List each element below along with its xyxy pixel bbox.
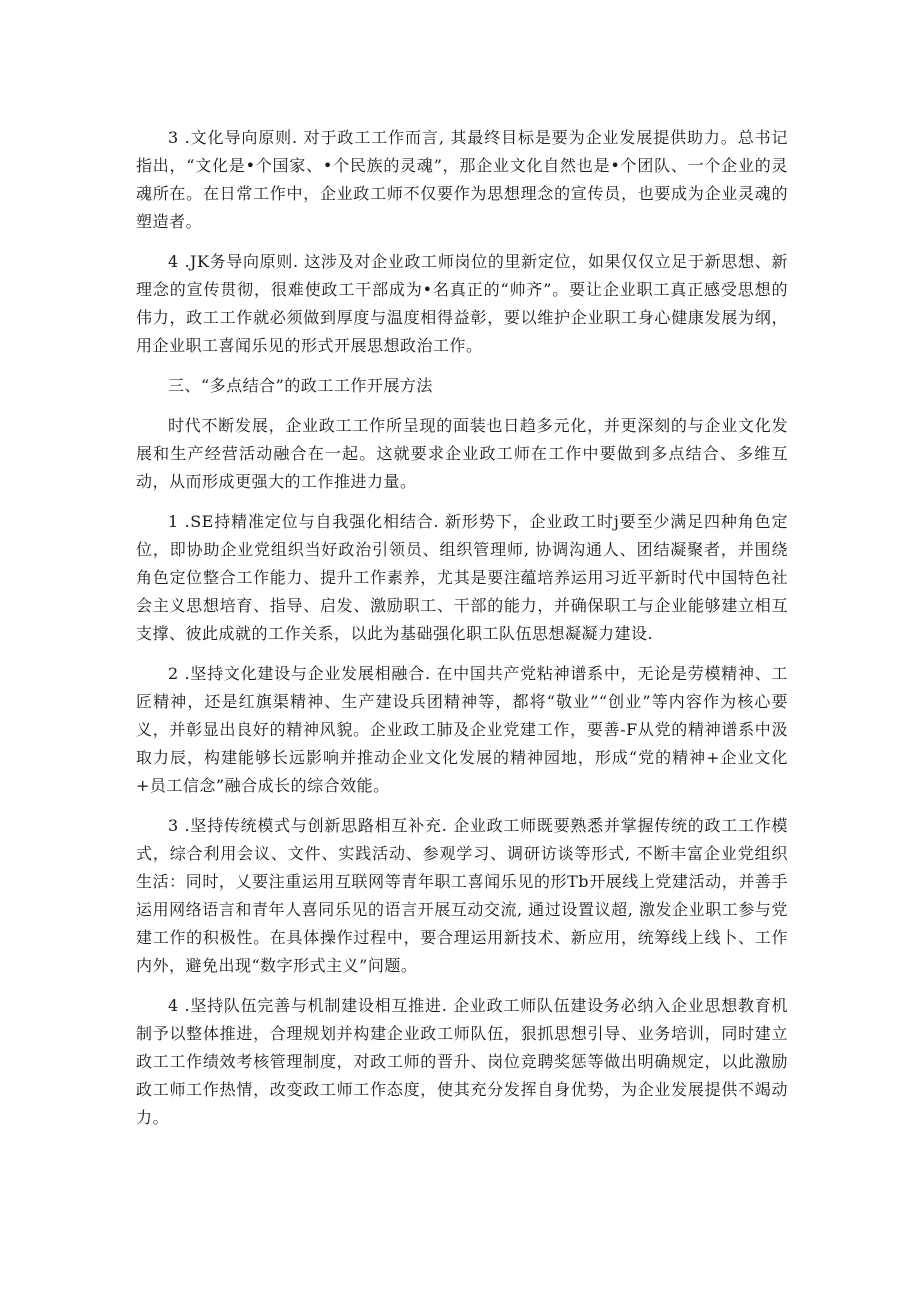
paragraph-method-3: 3 .坚持传统模式与创新思路相互补充. 企业政工师既要熟悉并掌握传统的政工工作模式，综合利用会议、文件、实践活动、参观学习、调研访谈等形式, 不断丰富企业党组织生活：同时，乂要注重运用互联网等青年职工喜闻乐见的形Tb开展线上党建活动，并善手运用网络语言和青年人喜同乐见的语言开展互动交流, 通过设置议超, 激发企业职工参与党建工作的积极性。在具体操作过程中，要合理运用新技术、新应用，统筹线上线卜、工作内外，避免出现“数字形式主义”问题。: [136, 816, 788, 975]
paragraph-method-4: 4 .坚持队伍完善与机制建设相互推进. 企业政工师队伍建设务必纳入企业思想教育机制予以整体推进，合理规划并构建企业政工师队伍，狠抓思想引导、业务培训，同时建立政工工作绩效考核管理制度，对政工师的晋升、岗位竞聘奖惩等做出明确规定，以此激励政工师工作热情，改变政工师工作态度，使其充分发挥自身优势，为企业发展提供不竭动力。: [136, 996, 788, 1127]
paragraph-intro-methods: 时代不断发展，企业政工工作所呈现的面装也日趋多元化，并更深刻的与企业文化发展和生产经营活动融合在一起。这就要求企业政工师在工作中要做到多点结合、多维互动，从而形成更强大的工作推进力量。: [136, 416, 788, 491]
paragraph-service-principle: 4 .JK务导向原则. 这涉及对企业政工师岗位的里新定位，如果仅仅立足于新思想、新理念的宣传贯彻，很难使政工干部成为•名真正的“帅齐”。要让企业职工真正感受思想的伟力，政工工作就必须做到厚度与温度相得益彰，要以维护企业职工身心健康发展为纲，用企业职工喜闻乐见的形式开展思想政治工作。: [136, 252, 788, 355]
paragraph-method-2: 2 .坚持文化建设与企业发展相融合. 在中国共产党粘神谱系中，无论是劳模精神、工匠精神，还是红旗渠精神、生产建设兵团精神等，都将“敬业”“创业”等内容作为核心要义，并彰显出良好的精神风貌。企业政工肺及企业党建工作，要善-F从党的精神谱系中汲取力辰，构建能够长远影响并推动企业文化发展的精神园地，形成“党的精神+企业文化+员工信念”融合成长的综合效能。: [136, 664, 788, 795]
paragraph-method-1: 1 .SE持精准定位与自我强化相结合. 新形势下，企业政工时j要至少满足四种角色定位，即协助企业党组织当好政治引领员、组织管理师, 协调沟通人、团结凝聚者，并围绕角色定位整合工作能力、提升工作素养，尤其是要注蕴培养运用习近平新时代中国特色社会主义思想培育、指导、启发、激励职工、干部的能力，并确保职工与企业能够建立相互支撑、彼此成就的工作关系，以此为基础强化职工队伍思想凝凝力建设.: [136, 512, 788, 643]
paragraph-culture-principle: 3 .文化导向原则. 对于政工工作而言, 其最终目标是要为企业发展提供助力。总书记指出，“文化是•个国家、•个民族的灵魂”，那企业文化自然也是•个团队、一个企业的灵魂所在。在日常工作中，企业政工师不仅要作为思想理念的宣传员，也要成为企业灵魂的塑造者。: [136, 128, 788, 231]
section-heading-methods: 三、“多点结合”的政工工作开展方法: [168, 376, 433, 395]
document-body: [136, 124, 788, 1144]
